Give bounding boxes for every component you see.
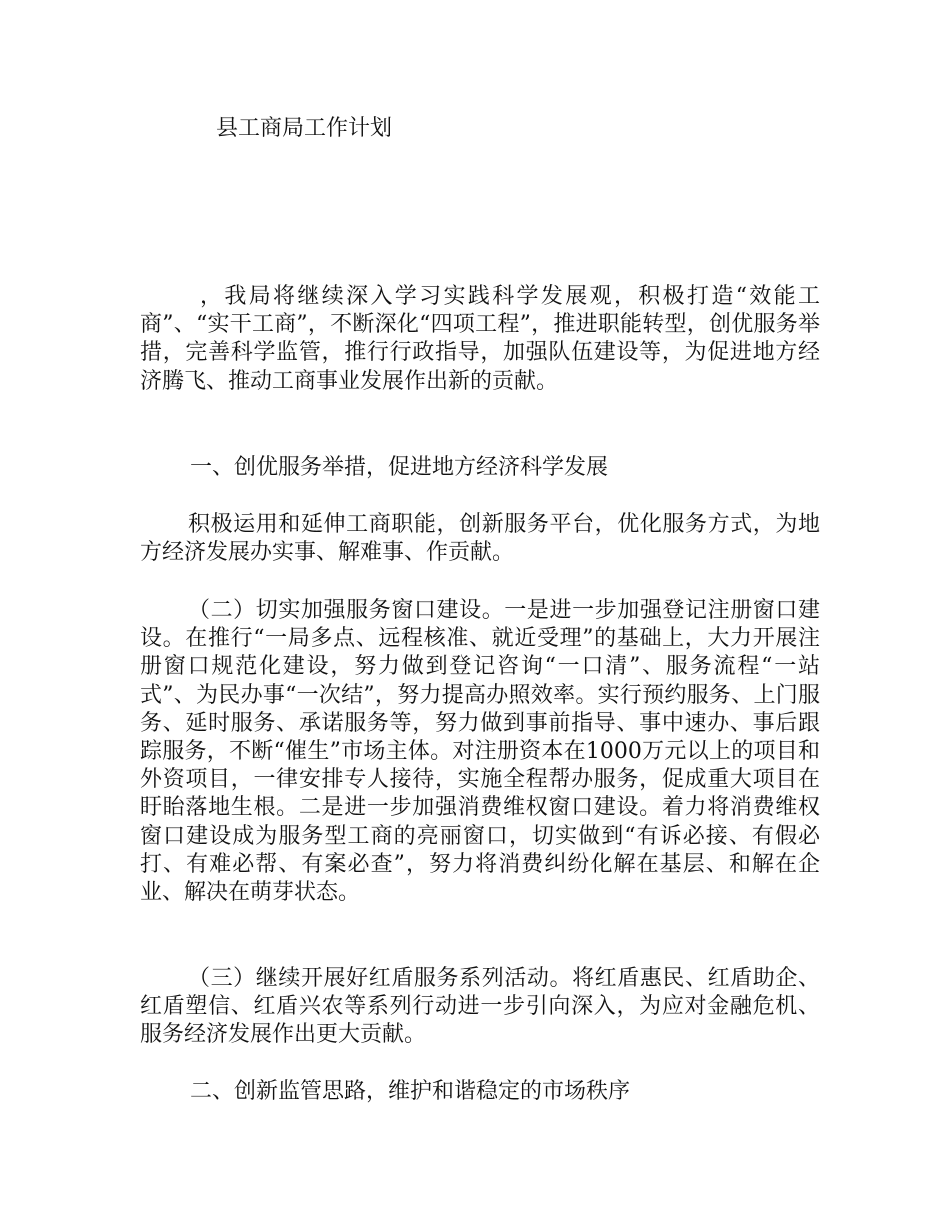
section-1-paragraph-1: 积极运用和延伸工商职能，创新服务平台，优化服务方式，为地方经济发展办实事、解难事、作贡献。 <box>140 512 820 566</box>
section-heading-2: 二、创新监管思路，维护和谐稳定的市场秩序 <box>190 1079 631 1104</box>
section-1-paragraph-3: （三）继续开展好红盾服务系列活动。将红盾惠民、红盾助企、红盾塑信、红盾兴农等系列行动进一步引向深入，为应对金融危机、服务经济发展作出更大贡献。 <box>140 966 820 1048</box>
document-title: 县工商局工作计划 <box>216 116 393 141</box>
intro-paragraph: ，我局将继续深入学习实践科学发展观，积极打造“效能工商”、“实干工商”，不断深化“四项工程”，推进职能转型，创优服务举措，完善科学监管，推行行政指导，加强队伍建设等，为促进地方经济腾飞、推动工商事业发展作出新的贡献。 <box>140 284 820 394</box>
section-1-paragraph-2: （二）切实加强服务窗口建设。一是进一步加强登记注册窗口建设。在推行“一局多点、远程核准、就近受理”的基础上，大力开展注册窗口规范化建设，努力做到登记咨询“一口清”、服务流程“一站式”、为民办事“一次结”，努力提高办照效率。实行预约服务、上门服务、延时服务、承诺服务等，努力做到事前指导、事中速办、事后跟踪服务，不断“催生”市场主体。对注册资本在1000万元以上的项目和外资项目，一律安排专人接待，实施全程帮办服务，促成重大项目在盱眙落地生根。二是进一步加强消费维权窗口建设。着力将消费维权窗口建设成为服务型工商的亮丽窗口，切实做到“有诉必接、有假必打、有难必帮、有案必查”，努力将消费纠纷化解在基层、和解在企业、解决在萌芽状态。 <box>140 598 820 906</box>
section-heading-1: 一、创优服务举措，促进地方经济科学发展 <box>190 455 609 480</box>
